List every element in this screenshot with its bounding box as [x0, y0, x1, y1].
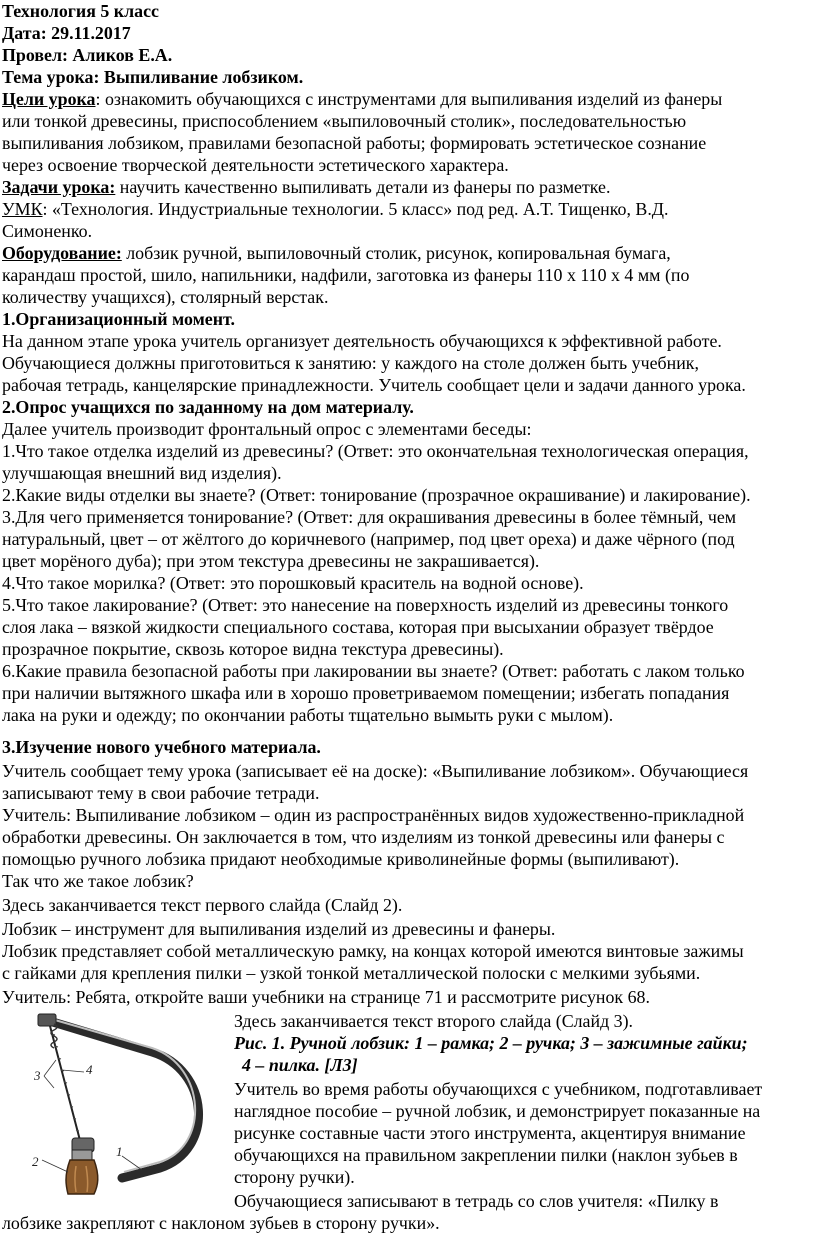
- section3-after-line: обучающихся на правильном закреплении пилки (наклон зубьев в: [234, 1145, 738, 1165]
- goals-line: [2, 88, 722, 110]
- top-clamp: [38, 1014, 56, 1026]
- section3-heading: 3.Изучение нового учебного материала.: [2, 737, 321, 757]
- goals-label: Цели урока: [2, 89, 96, 109]
- tasks-text: научить качественно выпиливать детали из фанеры по разметке.: [115, 177, 611, 197]
- section3-line: Учитель: Ребята, откройте ваши учебники на странице 71 и рассмотрите рисунок 68.: [2, 987, 650, 1007]
- section3-line: с гайками для крепления пилки – узкой тонкой металлической полоски с мелкими зубьями.: [2, 963, 701, 983]
- figure-label-2: 2: [32, 1154, 39, 1169]
- section1-line: рабочая тетрадь, канцелярские принадлежности. Учитель сообщает цели и задачи данного урока.: [2, 375, 746, 395]
- section2-line: 6.Какие правила безопасной работы при лакировании вы знаете? (Ответ: работать с лаком только: [2, 661, 745, 681]
- section2-line: 5.Что такое лакирование? (Ответ: это нанесение на поверхность изделий из древесины тонкого: [2, 595, 729, 615]
- section3-line: помощью ручного лобзика придают необходимые криволинейные формы (выпиливают).: [2, 849, 680, 869]
- figure-label-4: 4: [86, 1062, 93, 1077]
- section2-line: 3.Для чего применяется тонирование? (Ответ: для окрашивания древесины в более тёмный, чем: [2, 507, 737, 527]
- umk-text: : «Технология. Индустриальные технологии. 5 класс» под ред. А.Т. Тищенко, В.Д.: [42, 199, 669, 219]
- fretsaw-blade: [50, 1026, 82, 1148]
- leader-line-1: [122, 1156, 142, 1170]
- leader-line-2: [42, 1160, 68, 1172]
- tasks-label: Задачи урока:: [2, 177, 116, 197]
- umk-line: Симоненко.: [2, 221, 93, 241]
- section3-line: Здесь заканчивается текст первого слайда (Слайд 2).: [2, 895, 403, 915]
- subject-line: Технология 5 класс: [2, 1, 159, 21]
- section2-line: цвет морёного дуба); при этом текстура древесины не закрашивается).: [2, 551, 540, 571]
- section3-line: обработки древесины. Он заключается в том, что изделиям из тонкой древесины или фанеры с: [2, 827, 725, 847]
- goals-text: : ознакомить обучающихся с инструментами для выпиливания изделий из фанеры: [95, 89, 723, 109]
- goals-line: или тонкой древесины, приспособлением «выпиловочный столик», последовательностью: [2, 111, 687, 131]
- tasks-line: [2, 176, 610, 198]
- section1-heading: 1.Организационный момент.: [2, 309, 235, 329]
- equipment-line: карандаш простой, шило, напильники, надфили, заготовка из фанеры 110 х 110 х 4 мм (по: [2, 265, 690, 285]
- fretsaw-illustration: [10, 1010, 220, 1200]
- equipment-label: Оборудование:: [2, 243, 122, 263]
- section3-after-line: Обучающиеся записывают в тетрадь со слов учителя: «Пилку в: [234, 1191, 719, 1211]
- handle-ferrule: [72, 1150, 92, 1160]
- section3-after-line: Учитель во время работы обучающихся с учебником, подготавливает: [234, 1079, 763, 1099]
- section2-line: 4.Что такое морилка? (Ответ: это порошковый краситель на водной основе).: [2, 573, 584, 593]
- figure-caption: 4 – пилка. [Л3]: [242, 1055, 358, 1075]
- section3-line: Так что же такое лобзик?: [2, 871, 194, 891]
- figure-label-1: 1: [116, 1144, 123, 1159]
- section3-line: Лобзик представляет собой металлическую рамку, на концах которой имеются винтовые зажимы: [2, 941, 744, 961]
- figure-label-3: 3: [34, 1068, 41, 1083]
- section3-after-line: наглядное пособие – ручной лобзик, и демонстрирует показанные на: [234, 1101, 761, 1121]
- section1-line: На данном этапе урока учитель организует деятельность обучающихся к эффективной работе.: [2, 331, 722, 351]
- leader-line-3: [44, 1060, 56, 1076]
- equipment-line: количеству учащихся), столярный верстак.: [2, 287, 329, 307]
- section2-line: лака на руки и одежду; по окончании работы тщательно вымыть руки с мылом).: [2, 705, 614, 725]
- section2-line: натуральный, цвет – от жёлтого до коричневого (например, под цвет ореха) и даже чёрного (под: [2, 529, 735, 549]
- date-line: Дата: 29.11.2017: [2, 23, 131, 43]
- teacher-line: Провел: Аликов Е.А.: [2, 45, 173, 65]
- figure-caption: Рис. 1. Ручной лобзик: 1 – рамка; 2 – ручка; 3 – зажимные гайки;: [234, 1033, 748, 1053]
- leader-line-4: [62, 1070, 84, 1072]
- leader-line-3b: [44, 1076, 54, 1088]
- section3-line: Учитель сообщает тему урока (записывает её на доске): «Выпиливание лобзиком». Обучающиеся: [2, 761, 749, 781]
- section2-line: слоя лака – вязкой жидкости специального состава, которая при высыхании образует твёрдое: [2, 617, 714, 637]
- section3-line: записывают тему в свои рабочие тетради.: [2, 783, 320, 803]
- section2-heading: 2.Опрос учащихся по заданному на дом материалу.: [2, 397, 414, 417]
- section3-after-line: рисунке составные части этого инструмента, акцентируя внимание: [234, 1123, 746, 1143]
- section2-line: улучшающая внешний вид изделия).: [2, 463, 282, 483]
- section2-line: при наличии вытяжного шкафа или в хорошо проветриваемом помещении; избегать попадания: [2, 683, 730, 703]
- section1-line: Обучающиеся должны приготовиться к занятию: у каждого на столе должен быть учебник,: [2, 353, 699, 373]
- section2-line: прозрачное покрытие, сквозь которое видна текстура древесины).: [2, 639, 504, 659]
- section3-after-line: сторону ручки).: [234, 1167, 355, 1187]
- umk-line: [2, 198, 668, 220]
- slide3-line: Здесь заканчивается текст второго слайда (Слайд 3).: [234, 1011, 634, 1031]
- umk-label: УМК: [2, 199, 43, 219]
- section2-line: 1.Что такое отделка изделий из древесины? (Ответ: это окончательная технологическая операция,: [2, 441, 749, 461]
- equipment-line: [2, 242, 671, 264]
- topic-line: Тема урока: Выпиливание лобзиком.: [2, 67, 304, 87]
- fretsaw-figure: [10, 1010, 220, 1200]
- section2-line: Далее учитель производит фронтальный опрос с элементами беседы:: [2, 419, 532, 439]
- goals-line: выпиливания лобзиком, правилами безопасной работы; формировать эстетическое сознание: [2, 133, 707, 153]
- section3-line: Учитель: Выпиливание лобзиком – один из распространённых видов художественно-прикладной: [2, 805, 745, 825]
- goals-line: через освоение творческой деятельности эстетического характера.: [2, 155, 509, 175]
- equipment-text: лобзик ручной, выпиловочный столик, рисунок, копировальная бумага,: [121, 243, 671, 263]
- section3-line: Лобзик – инструмент для выпиливания изделий из древесины и фанеры.: [2, 919, 556, 939]
- section2-line: 2.Какие виды отделки вы знаете? (Ответ: тонирование (прозрачное окрашивание) и лакирование).: [2, 485, 751, 505]
- fretsaw-handle: [66, 1160, 98, 1194]
- section3-final-line: лобзике закрепляют с наклоном зубьев в сторону ручки».: [2, 1213, 440, 1233]
